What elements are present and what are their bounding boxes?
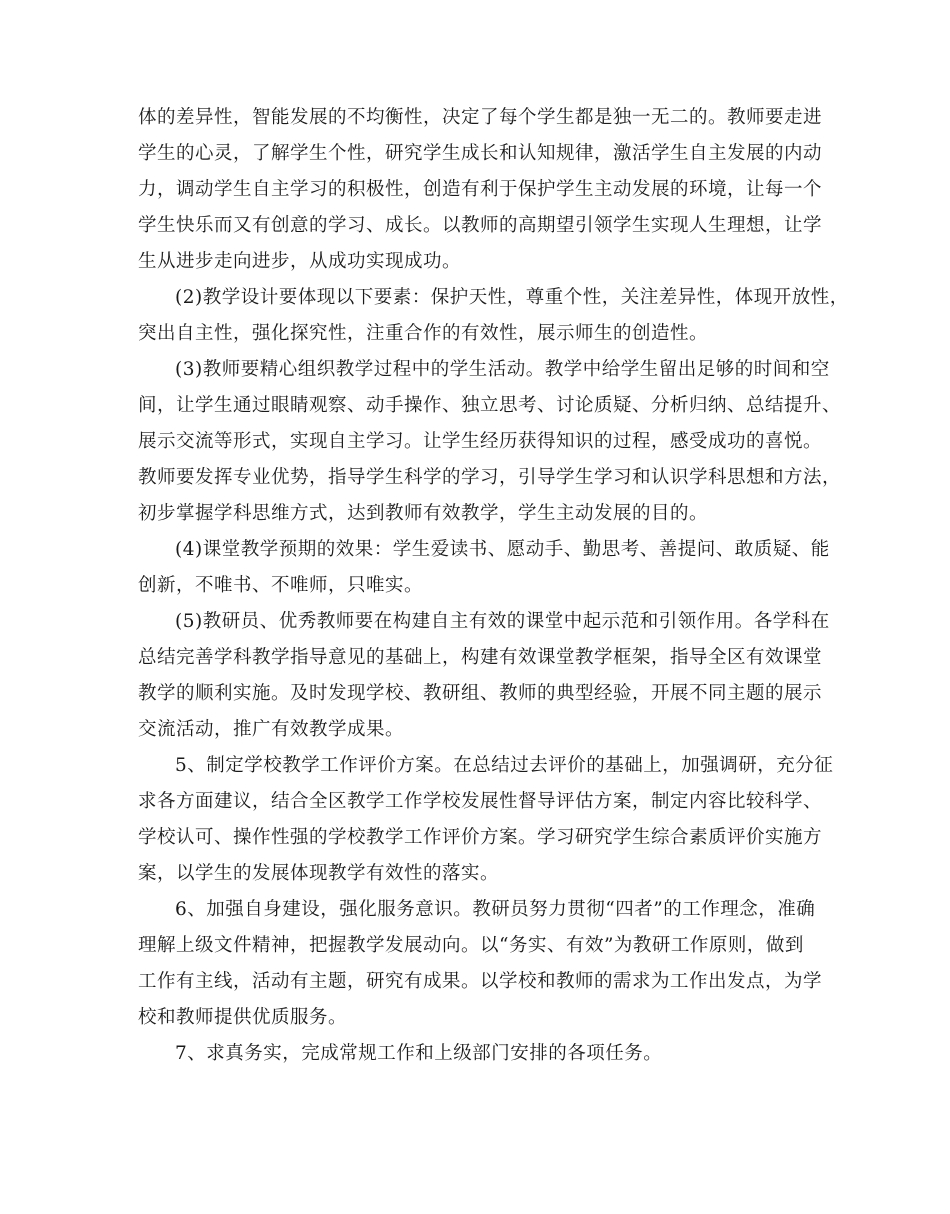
text-line: (5)教研员、优秀教师要在构建自主有效的课堂中起示范和引领作用。各学科在: [175, 611, 830, 632]
text-line: 初步掌握学科思维方式，达到教师有效教学，学生主动发展的目的。: [138, 503, 709, 524]
text-line: (2)教学设计要体现以下要素：保护天性，尊重个性，关注差异性，体现开放性，: [175, 287, 849, 308]
text-line: 5、制定学校教学工作评价方案。在总结过去评价的基础上，加强调研，充分征: [175, 755, 834, 776]
text-line: 体的差异性，智能发展的不均衡性，决定了每个学生都是独一无二的。教师要走进: [138, 107, 823, 128]
text-line: 校和教师提供优质服务。: [138, 1007, 348, 1028]
text-line: (4)课堂教学预期的效果：学生爱读书、愿动手、勤思考、善提问、敢质疑、能: [175, 539, 830, 560]
text-line: 工作有主线，活动有主题，研究有成果。以学校和教师的需求为工作出发点，为学: [138, 971, 823, 992]
text-line: 总结完善学科教学指导意见的基础上，构建有效课堂教学框架，指导全区有效课堂: [138, 647, 823, 668]
text-line: 生从进步走向进步，从成功实现成功。: [138, 251, 462, 272]
paragraph: [138, 352, 842, 532]
text-line: 突出自主性，强化探究性，注重合作的有效性，展示师生的创造性。: [138, 323, 709, 344]
paragraph: [138, 748, 834, 892]
text-line: 间，让学生通过眼睛观察、动手操作、独立思考、讨论质疑、分析归纳、总结提升、: [138, 395, 842, 416]
text-line: 教学的顺利实施。及时发现学校、教研组、教师的典型经验，开展不同主题的展示: [138, 683, 823, 704]
paragraph: [138, 100, 822, 280]
text-line: 6、加强自身建设，强化服务意识。教研员努力贯彻“四者”的工作理念，准确: [175, 899, 816, 920]
text-line: 求各方面建议，结合全区教学工作学校发展性督导评估方案，制定内容比较科学、: [138, 791, 823, 812]
text-line: 创新，不唯书、不唯师，只唯实。: [138, 575, 424, 596]
paragraph: [138, 1036, 822, 1072]
paragraph: [138, 892, 822, 1036]
text-line: 7、求真务实，完成常规工作和上级部门安排的各项任务。: [175, 1043, 663, 1064]
paragraph: [138, 604, 830, 748]
text-line: 理解上级文件精神，把握教学发展动向。以“务实、有效”为教研工作原则，做到: [138, 935, 804, 956]
text-line: (3)教师要精心组织教学过程中的学生活动。教学中给学生留出足够的时间和空: [175, 359, 830, 380]
text-line: 学生快乐而又有创意的学习、成长。以教师的高期望引领学生实现人生理想，让学: [138, 215, 823, 236]
paragraph: [138, 280, 849, 352]
text-line: 教师要发挥专业优势，指导学生科学的学习，引导学生学习和认识学科思想和方法，: [138, 467, 842, 488]
document-body: [138, 100, 849, 1072]
text-line: 交流活动，推广有效教学成果。: [138, 719, 405, 740]
text-line: 案，以学生的发展体现教学有效性的落实。: [138, 863, 500, 884]
text-line: 力，调动学生自主学习的积极性，创造有利于保护学生主动发展的环境，让每一个: [138, 179, 823, 200]
text-line: 学生的心灵，了解学生个性，研究学生成长和认知规律，激活学生自主发展的内动: [138, 143, 823, 164]
text-line: 学校认可、操作性强的学校教学工作评价方案。学习研究学生综合素质评价实施方: [138, 827, 823, 848]
paragraph: [138, 532, 830, 604]
text-line: 展示交流等形式，实现自主学习。让学生经历获得知识的过程，感受成功的喜悦。: [138, 431, 823, 452]
